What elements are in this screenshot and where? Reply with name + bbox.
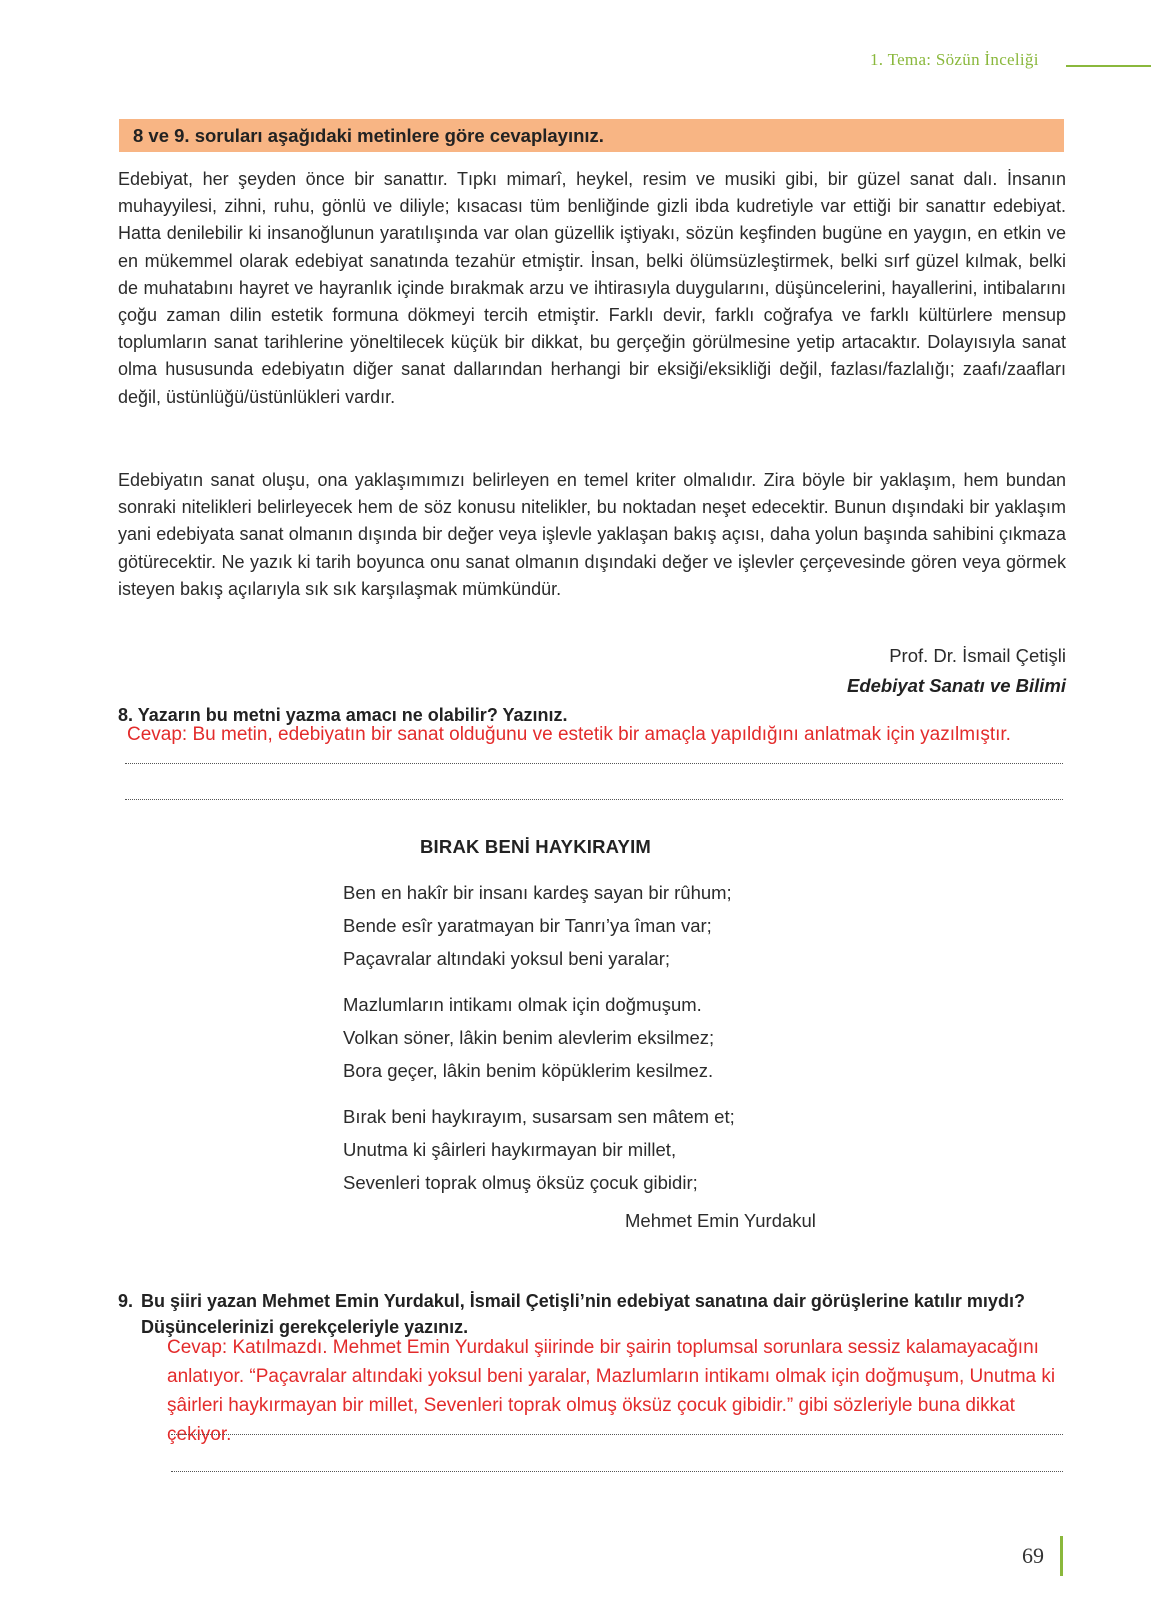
poem-stanza-3	[343, 1100, 735, 1199]
section-header: 1. Tema: Sözün İnceliği	[870, 50, 1039, 69]
question-9-number: 9.	[118, 1291, 134, 1311]
poem-line: Unutma ki şâirleri haykırmayan bir millet,	[343, 1139, 677, 1160]
prose-author: Prof. Dr. İsmail Çetişli	[889, 645, 1066, 666]
poem-stanza-2	[343, 988, 714, 1087]
page-number: 69	[1022, 1543, 1044, 1568]
page-number-bar	[1060, 1536, 1063, 1576]
poem-title: BIRAK BENİ HAYKIRAYIM	[420, 836, 652, 857]
prose-source: Edebiyat Sanatı ve Bilimi	[847, 675, 1066, 696]
prose-paragraph-2: Edebiyatın sanat oluşu, ona yaklaşımımızı belirleyen en temel kriter olmalıdır. Zira böyle bir yaklaşım, hem bundan sonraki nitelikleri belirleyecek hem de söz konusu nitelikler, bu noktadan neşet edecektir. Bunun dışındaki bir yaklaşım yani edebiyata sanat olmanın dışında bir değer veya işlevle yaklaşan bakış açısı, daha yolun başında sahibini çıkmaza götürecektir. Ne yazık ki tarih boyunca onu sanat olmanın dışındaki değer ve işlevler çerçevesinde gören veya görmek isteyen bakış açılarıyla sık sık karşılaşmak mümkündür.	[118, 470, 1066, 599]
answer-9	[167, 1333, 1151, 1449]
answer-line	[125, 763, 1063, 764]
instruction-text: 8 ve 9. soruları aşağıdaki metinlere göre cevaplayınız.	[133, 125, 604, 146]
answer-line	[171, 1434, 1063, 1435]
answer-9-line: anlatıyor. “Paçavralar altındaki yoksul beni yaralar, Mazlumların intikamı olmak için doğmuşum, Unutma ki	[167, 1366, 1056, 1387]
poem-line: Sevenleri toprak olmuş öksüz çocuk gibidir;	[343, 1172, 698, 1193]
header-accent-line	[1066, 65, 1151, 67]
answer-9-line: Cevap: Katılmazdı. Mehmet Emin Yurdakul şiirinde bir şairin toplumsal sorunlara sessiz kalamayacağını	[167, 1337, 1039, 1358]
poem-author: Mehmet Emin Yurdakul	[625, 1210, 816, 1231]
answer-line	[125, 799, 1063, 800]
answer-9-line: şâirleri haykırmayan bir millet, Sevenleri toprak olmuş öksüz çocuk gibidir.” gibi sözleriyle buna dikkat	[167, 1395, 1015, 1416]
poem-stanza-1	[343, 876, 732, 975]
poem-line: Volkan söner, lâkin benim alevlerim eksilmez;	[343, 1027, 715, 1048]
poem-line: Bende esîr yaratmayan bir Tanrı’ya îman var;	[343, 915, 712, 936]
answer-8: Cevap: Bu metin, edebiyatın bir sanat olduğunu ve estetik bir amaçla yapıldığını anlatmak için yazılmıştır.	[127, 724, 1011, 745]
prose-paragraph-1: Edebiyat, her şeyden önce bir sanattır. Tıpkı mimarî, heykel, resim ve musiki gibi, bir güzel sanat dalı. İnsanın muhayyilesi, zihni, ruhu, gönlü ve diliyle; kısacası tüm benliğinde gizli ibda kudretiyle var ettiği bir sanattır edebiyat. Hatta denilebilir ki insanoğlunun yaratılışında var olan güzellik iştiyakı, sözün keşfinden bugüne en yaygın, en etkin ve en mükemmel olarak edebiyat sanatında tezahür etmiştir. İnsan, belki ölümsüzleştirmek, belki sırf güzel kılmak, belki de muhatabını hayret ve hayranlık içinde bırakmak arzu ve ihtirasıyla duygularını, düşüncelerini, hayallerini, intibalarını çoğu zaman dilin estetik formuna dökmeyi tercih etmiştir. Farklı devir, farklı coğrafya ve farklı kültürlere mensup toplumların sanat tarihlerine yöneltilecek küçük bir dikkat, bu gerçeğin görülmesine yetip artacaktır. Dolayısıyla sanat olma hususunda edebiyatın diğer sanat dallarından herhangi bir eksiği/eksikliği değil, fazlası/fazlalığı; zaafı/zaafları değil, üstünlüğü/üstünlükleri vardır.	[118, 169, 1066, 407]
poem-line: Bırak beni haykırayım, susarsam sen mâtem et;	[343, 1106, 735, 1127]
answer-line	[171, 1471, 1063, 1472]
question-9-text: Bu şiiri yazan Mehmet Emin Yurdakul, İsmail Çetişli’nin edebiyat sanatına dair görüşlerine katılır mıydı? Düşüncelerinizi gerekçeleriyle yazınız.	[141, 1291, 1025, 1337]
poem-line: Ben en hakîr bir insanı kardeş sayan bir rûhum;	[343, 882, 732, 903]
poem-line: Mazlumların intikamı olmak için doğmuşum.	[343, 994, 702, 1015]
poem-line: Paçavralar altındaki yoksul beni yaralar;	[343, 948, 670, 969]
answer-9-line: çekiyor.	[167, 1424, 232, 1445]
poem-line: Bora geçer, lâkin benim köpüklerim kesilmez.	[343, 1060, 714, 1081]
question-8: 8. Yazarın bu metni yazma amacı ne olabilir? Yazınız.	[118, 705, 568, 725]
